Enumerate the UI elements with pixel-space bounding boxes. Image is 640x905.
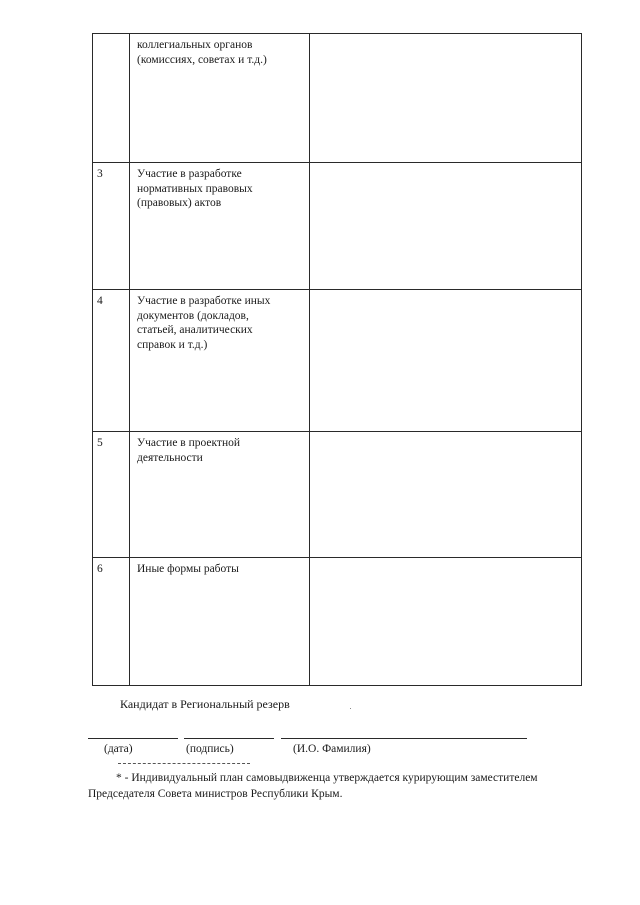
full-name-line[interactable] (281, 738, 527, 739)
footnote-text: * - Индивидуальный план самовыдвиженца утверждается курирующим заместителем Председателя Совета министров Республики Крым. (88, 772, 538, 800)
full-name-caption: (И.О. Фамилия) (293, 743, 371, 755)
row-activity-name: Участие в проектной деятельности (130, 432, 310, 558)
date-caption: (дата) (104, 743, 133, 755)
table-row (93, 432, 582, 558)
table-row (93, 163, 582, 290)
date-line[interactable] (88, 738, 178, 739)
row-activity-name: Участие в разработке иных документов (докладов, статьей, аналитических справок и т.д.) (130, 290, 310, 432)
table-row (93, 290, 582, 432)
row-number: 6 (93, 558, 130, 686)
row-activity-name: коллегиальных органов (комиссиях, советах и т.д.) (130, 34, 310, 163)
table-row (93, 558, 582, 686)
candidate-label: Кандидат в Региональный резерв (120, 697, 290, 711)
row-value-cell[interactable] (310, 34, 582, 163)
row-number: 4 (93, 290, 130, 432)
row-value-cell[interactable] (310, 163, 582, 290)
row-activity-name: Иные формы работы (130, 558, 310, 686)
scan-dot (350, 708, 351, 709)
footnote-separator (118, 763, 250, 764)
row-value-cell[interactable] (310, 290, 582, 432)
individual-plan-table (92, 33, 582, 686)
signature-line[interactable] (184, 738, 274, 739)
table-row (93, 34, 582, 163)
row-number: 5 (93, 432, 130, 558)
row-number (93, 34, 130, 163)
signature-caption: (подпись) (186, 743, 234, 755)
row-activity-name: Участие в разработке нормативных правовых (правовых) актов (130, 163, 310, 290)
row-value-cell[interactable] (310, 432, 582, 558)
row-value-cell[interactable] (310, 558, 582, 686)
row-number: 3 (93, 163, 130, 290)
